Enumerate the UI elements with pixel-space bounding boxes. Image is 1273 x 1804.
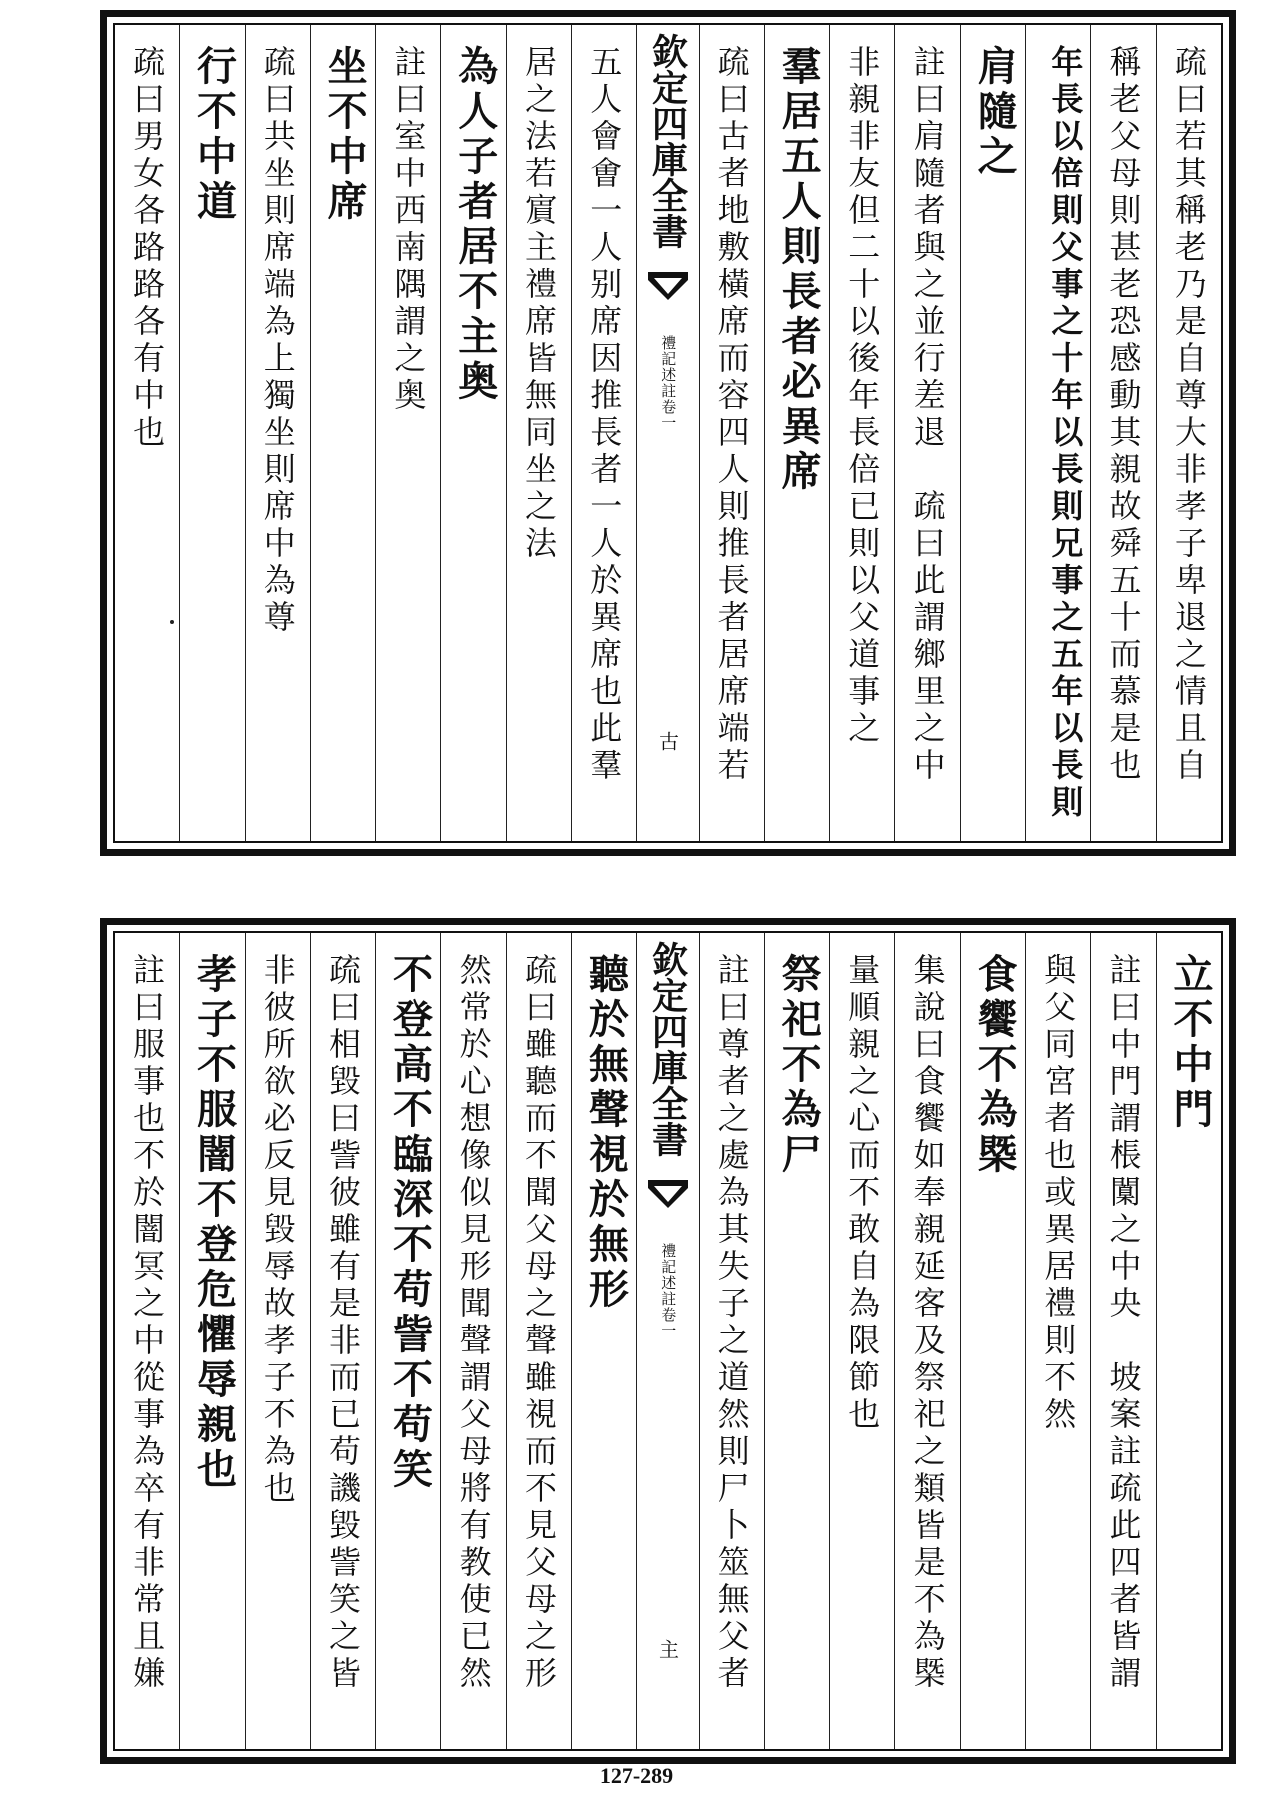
commentary-text: 註曰中門謂棖闑之中央 坡案註疏此四者皆謂 [1104, 953, 1143, 1693]
commentary-text: 非彼所欲必反見毀辱故孝子不為也 [258, 953, 297, 1508]
commentary-text: 疏曰若其稱老乃是自尊大非孝子卑退之情且自 [1169, 45, 1208, 785]
commentary-text: 註曰服事也不於闇冥之中從事為卒有非常且嫌 [128, 953, 167, 1693]
bottom-page-columns [113, 931, 1223, 1751]
commentary-text: 註曰尊者之處為其失子之道然則尸卜筮無父者 [712, 953, 751, 1693]
main-text-column [179, 25, 244, 841]
main-text: 立不中門 [1167, 953, 1214, 1133]
commentary-column [1090, 25, 1155, 841]
commentary-text: 疏曰共坐則席端為上獨坐則席中為尊 [258, 45, 297, 637]
leaf-number: 古 [655, 731, 680, 751]
center-margin-column [636, 25, 698, 841]
main-text-column [571, 933, 636, 1749]
commentary-column [440, 933, 505, 1749]
main-text-column [960, 25, 1025, 841]
commentary-column [506, 25, 571, 841]
fish-tail-mark-icon [646, 1178, 690, 1212]
collection-title: 欽定四庫全書 [646, 941, 689, 1157]
book-and-volume [660, 335, 677, 431]
main-text-column [1025, 25, 1090, 841]
commentary-column [1025, 933, 1090, 1749]
main-text: 坐不中席 [321, 45, 369, 225]
bottom-page [100, 918, 1236, 1764]
commentary-column [829, 25, 894, 841]
commentary-text: 與父同宮者也或異居禮則不然 [1039, 953, 1078, 1434]
main-text: 孝子不服闇不登危懼辱親也 [190, 953, 238, 1493]
commentary-column [506, 933, 571, 1749]
main-text: 肩隨之 [971, 45, 1019, 180]
main-text-column [764, 933, 829, 1749]
commentary-column [375, 25, 440, 841]
commentary-column [115, 25, 179, 841]
commentary-text: 稱老父母則甚老恐感動其親故舜五十而慕是也 [1104, 45, 1143, 785]
volume-number: 卷一 [659, 1307, 678, 1339]
main-text-column [960, 933, 1025, 1749]
commentary-text: 疏曰相毀曰訾彼雖有是非而已苟譏毀訾笑之皆 [324, 953, 362, 1693]
main-text-column [375, 933, 440, 1749]
commentary-text: 疏曰雖聽而不聞父母之聲雖視而不見父母之形 [519, 953, 558, 1693]
commentary-text: 疏曰古者地敷橫席而容四人則推長者居席端若 [712, 45, 751, 785]
book-name: 禮記述註 [659, 1243, 678, 1307]
fish-tail-mark-icon [646, 270, 690, 304]
commentary-text: 註曰室中西南隅謂之奥 [389, 45, 428, 415]
main-text-column [764, 25, 829, 841]
book-and-volume [660, 1243, 677, 1339]
page-footer-number: 127-289 [599, 1763, 674, 1788]
main-text: 羣居五人則長者必異席 [775, 45, 823, 495]
commentary-column [699, 25, 764, 841]
commentary-column [115, 933, 179, 1749]
commentary-column [310, 933, 375, 1749]
commentary-text: 量順親之心而不敢自為限節也 [843, 953, 882, 1434]
commentary-text: 註曰肩隨者與之並行差退 疏曰此謂鄉里之中 [908, 45, 947, 785]
commentary-column [1156, 25, 1221, 841]
top-page-columns [113, 23, 1223, 843]
main-text: 年長以倍則父事之十年以長則兄事之五年以長則 [1046, 45, 1085, 822]
main-text: 食饗不為槩 [971, 953, 1019, 1178]
commentary-column [245, 25, 310, 841]
main-text-column [179, 933, 244, 1749]
main-text-column [440, 25, 505, 841]
commentary-column [894, 933, 959, 1749]
commentary-text: 五人會㑹一人别席因推長者一人於異席也此羣 [585, 45, 624, 785]
main-text-column [1156, 933, 1221, 1749]
book-name: 禮記述註 [659, 335, 678, 399]
commentary-column [571, 25, 636, 841]
main-text: 祭祀不為尸 [775, 953, 823, 1178]
commentary-column [894, 25, 959, 841]
commentary-text: 居之法若賔主禮席皆無同坐之法 [519, 45, 558, 563]
main-text: 不登高不臨深不苟訾不苟笑 [386, 953, 434, 1493]
volume-number: 卷一 [659, 399, 678, 431]
speck [170, 620, 174, 624]
commentary-column [1090, 933, 1155, 1749]
main-text: 為人子者居不主奥 [451, 45, 499, 405]
commentary-text: 集說曰食饗如奉親延客及祭祀之類皆是不為槩 [908, 953, 947, 1693]
commentary-text: 然常於心想像似見形聞聲謂父母將有教使已然 [454, 953, 493, 1693]
commentary-column [699, 933, 764, 1749]
main-text: 聽於無聲視於無形 [582, 953, 630, 1313]
top-page [100, 10, 1236, 856]
commentary-text: 非親非友但二十以後年長倍已則以父道事之 [843, 45, 882, 748]
leaf-number: 主 [655, 1639, 680, 1659]
center-margin-column [636, 933, 698, 1749]
main-text: 行不中道 [190, 45, 238, 225]
commentary-text: 疏曰男女各路路各有中也 [128, 45, 167, 452]
commentary-column [245, 933, 310, 1749]
commentary-column [829, 933, 894, 1749]
main-text-column [310, 25, 375, 841]
collection-title: 欽定四庫全書 [646, 33, 689, 249]
